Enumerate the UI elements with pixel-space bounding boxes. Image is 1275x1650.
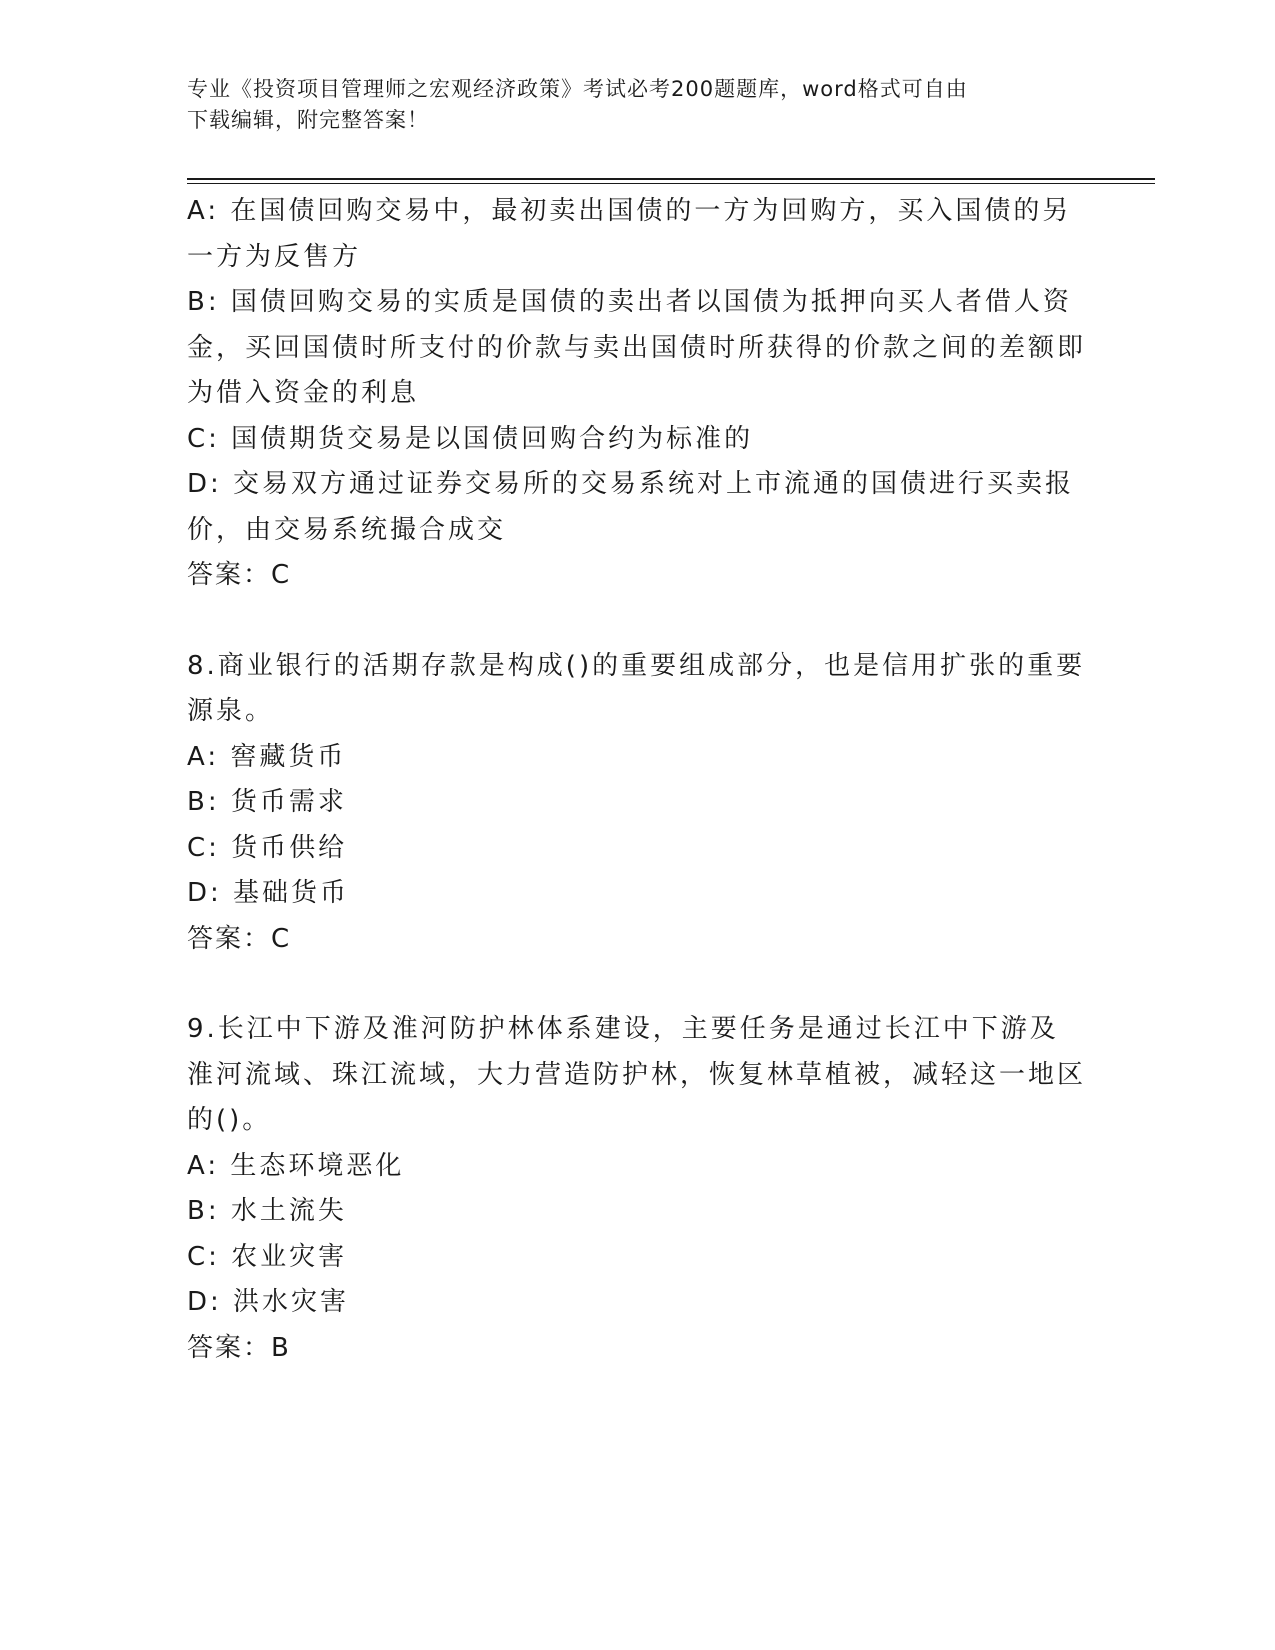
question-9-answer: 答案：B [187, 1332, 291, 1363]
header-divider-thick [187, 178, 1155, 180]
question-8-option-c: C: 货币供给 [187, 832, 348, 863]
question-9-text: 9.长江中下游及淮河防护林体系建设，主要任务是通过长江中下游及淮河流域、珠江流域，大力营造防护林，恢复林草植被，减轻这一地区的()。 [187, 1014, 1087, 1135]
question-list [187, 189, 1087, 1371]
question-8-option-b: B: 货币需求 [187, 787, 347, 817]
header-line-2: 下载编辑，附完整答案！ [187, 108, 429, 132]
question-9-option-d: D: 洪水灾害 [187, 1287, 350, 1317]
question-7-option-b: B: 国债回购交易的实质是国债的卖出者以国债为抵押向买人者借人资金，买回国债时所支付的价款与卖出国债时所获得的价款之间的差额即为借入资金的利息 [187, 287, 1087, 408]
question-9-option-c: C: 农业灾害 [187, 1241, 348, 1272]
question-8-text: 8.商业银行的活期存款是构成()的重要组成部分，也是信用扩张的重要源泉。 [187, 650, 1086, 726]
question-7-option-d: D: 交易双方通过证券交易所的交易系统对上市流通的国债进行买卖报价，由交易系统撮合成交 [187, 469, 1075, 545]
question-9-option-b: B: 水土流失 [187, 1196, 347, 1226]
question-7-answer: 答案：C [187, 560, 292, 590]
question-7-block [187, 189, 1087, 599]
question-9-block [187, 1007, 1087, 1371]
header-divider-thin [187, 183, 1155, 184]
document-header [187, 74, 1067, 136]
question-9-option-a: A: 生态环境恶化 [187, 1150, 405, 1181]
header-line-1: 专业《投资项目管理师之宏观经济政策》考试必考200题题库，word格式可自由 [187, 77, 968, 101]
question-8-option-a: A: 窖藏货币 [187, 741, 347, 772]
question-8-option-d: D: 基础货币 [187, 878, 350, 908]
question-7-option-a: A: 在国债回购交易中，最初卖出国债的一方为回购方，买入国债的另一方为反售方 [187, 196, 1072, 272]
question-7-option-c: C: 国债期货交易是以国债回购合约为标准的 [187, 423, 754, 454]
question-8-answer: 答案：C [187, 923, 292, 954]
question-8-block [187, 644, 1087, 963]
